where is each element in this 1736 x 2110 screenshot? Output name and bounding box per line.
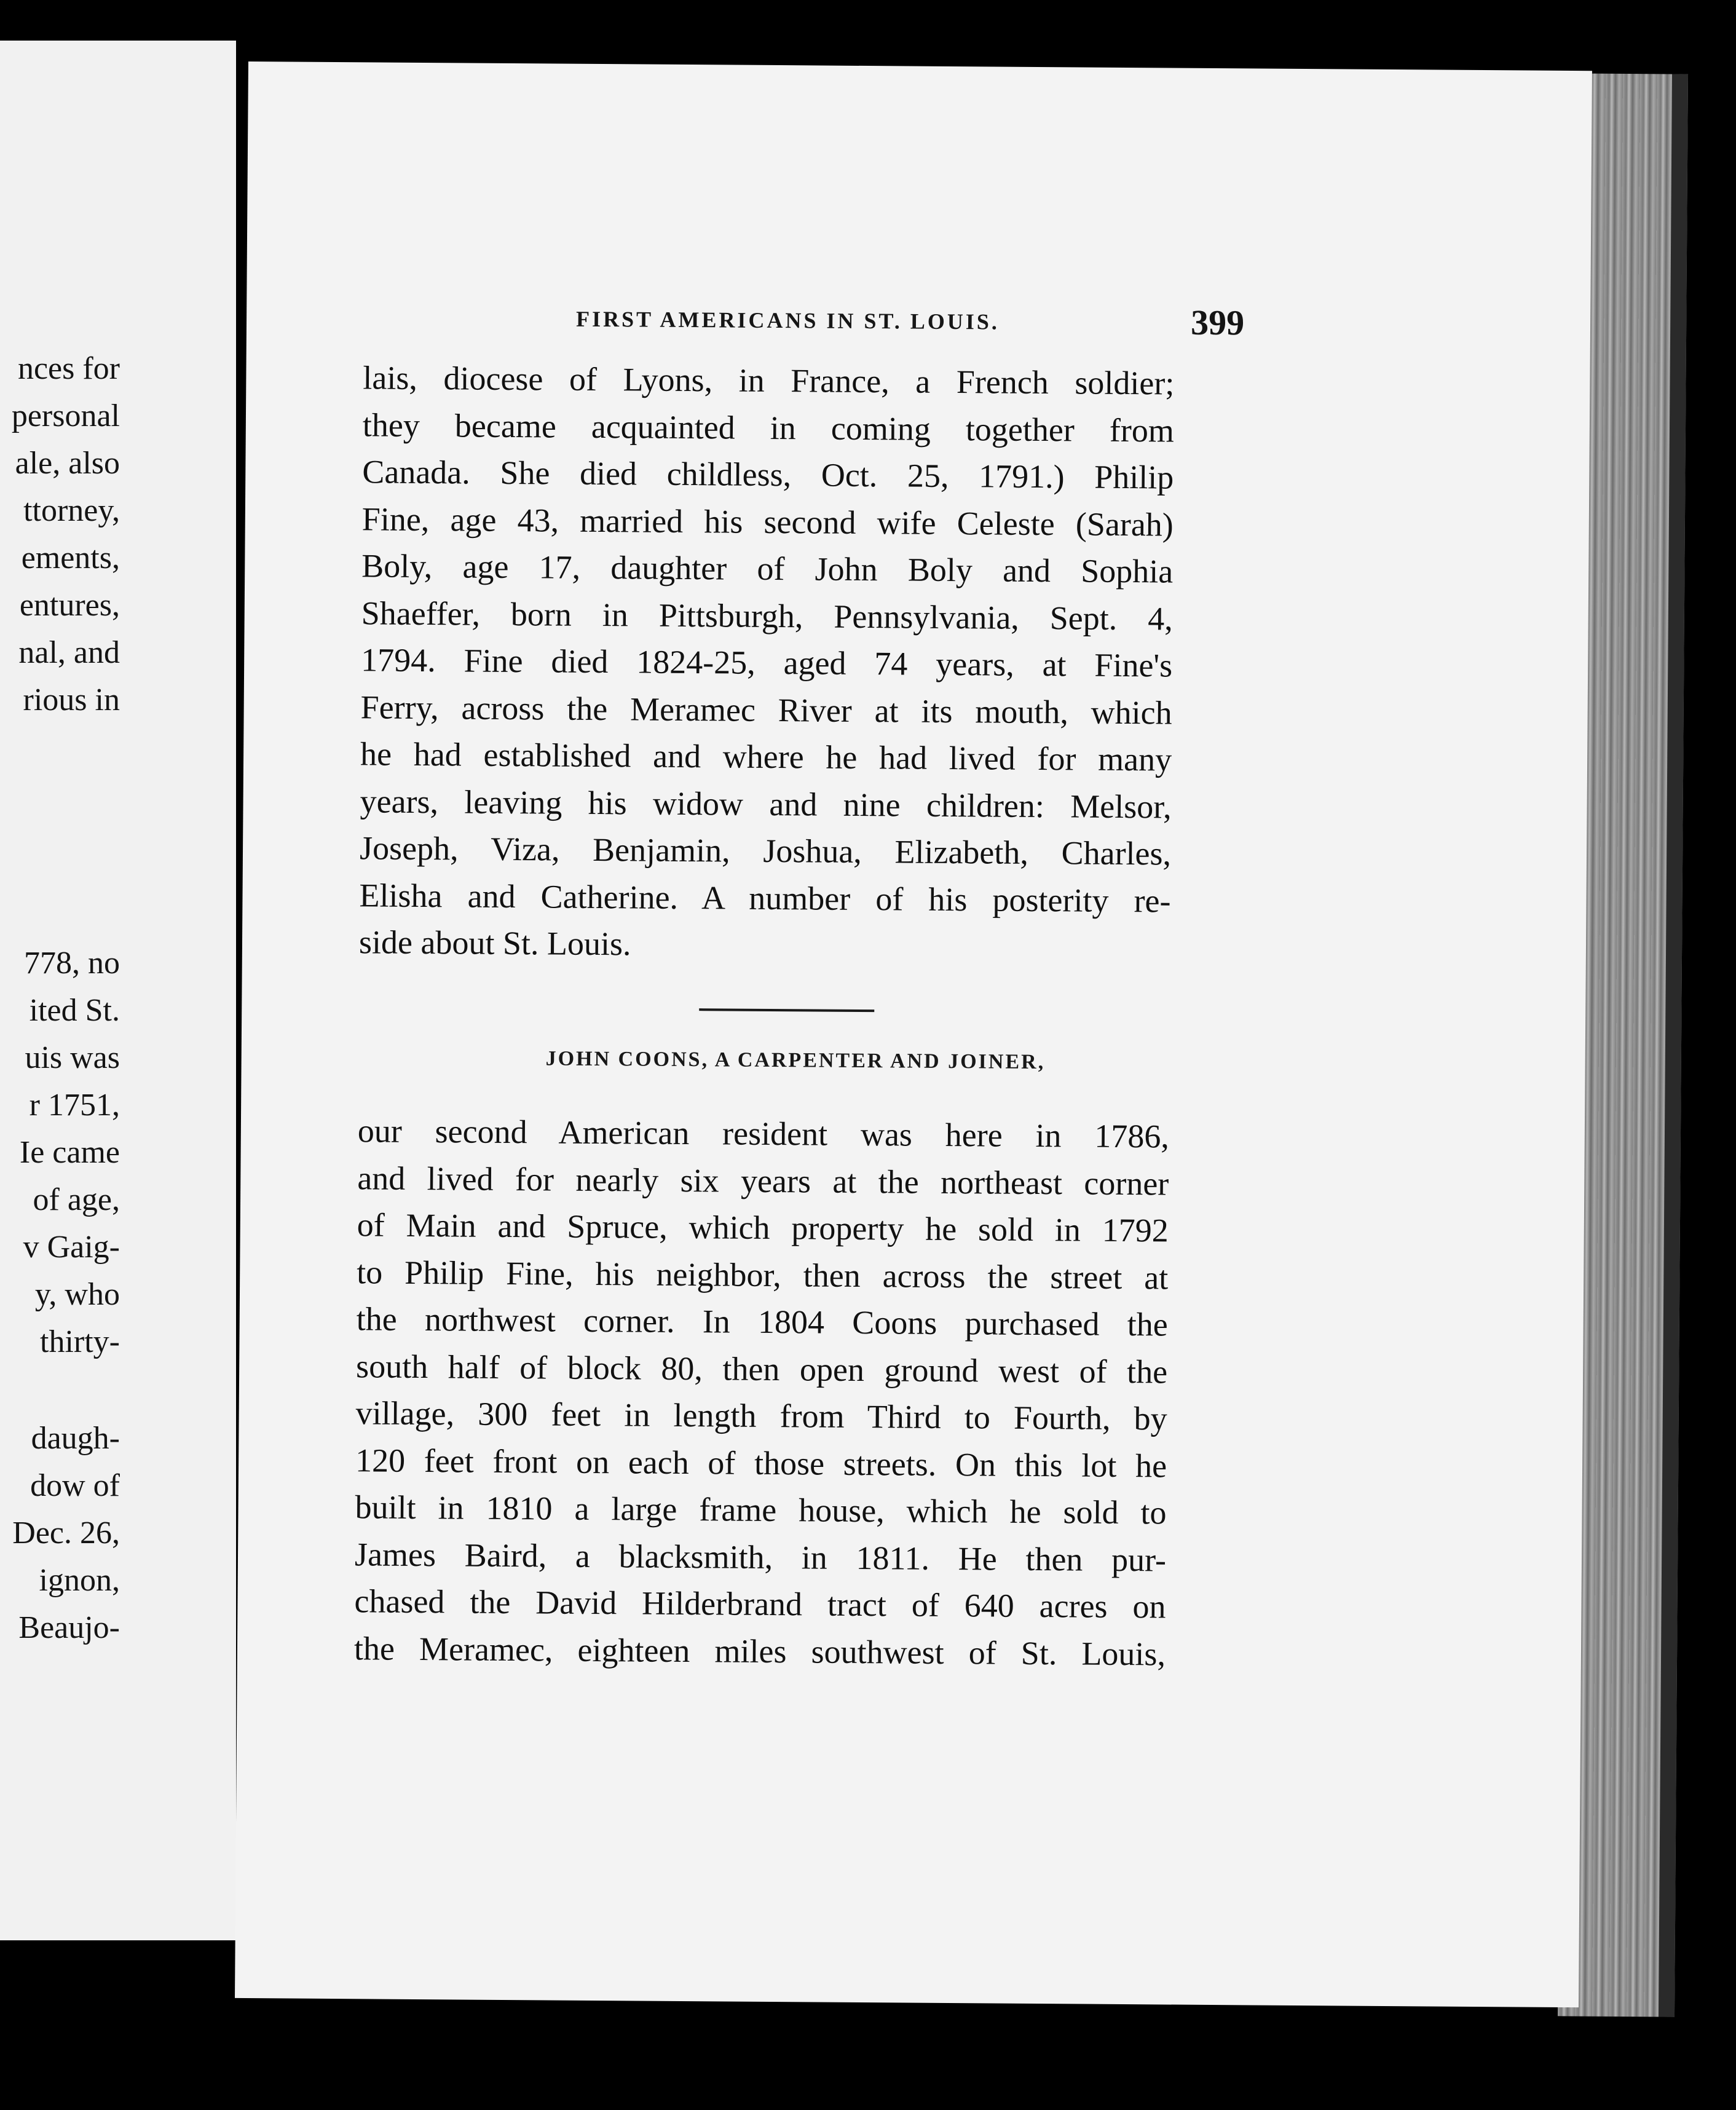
left-line-fragment: 778, no [24,946,120,981]
text-line: Shaeffer, born in Pittsburgh, Pennsylvania, Sept. 4, [361,594,1173,638]
left-page-text-fragments [0,41,120,1940]
text-line: the Meramec, eighteen miles southwest of St. Louis, [353,1629,1166,1672]
text-line: Boly, age 17, daughter of John Boly and Sophia [361,547,1174,590]
left-line-fragment: Dec. 26, [12,1515,120,1551]
left-line-fragment: v Gaig- [23,1230,120,1265]
left-line-fragment: entures, [19,588,120,623]
section-divider-rule [699,1008,874,1012]
text-line: the northwest corner. In 1804 Coons purchased the [356,1300,1168,1343]
left-line-fragment: of age, [33,1182,120,1217]
left-line-fragment: rious in [23,682,120,717]
running-title: FIRST AMERICANS IN ST. LOUIS. [575,306,1000,334]
text-line: James Baird, a blacksmith, in 1811. He then pur- [354,1535,1167,1578]
text-line: he had established and where he had lived for many [360,735,1172,778]
text-line: Fine, age 43, married his second wife Celeste (Sarah) [361,500,1174,543]
text-line: years, leaving his widow and nine children: Melsor, [360,782,1172,826]
text-line: village, 300 feet in length from Third to Fourth, by [355,1394,1167,1437]
left-line-fragment: ements, [21,540,120,575]
text-line: they became acquainted in coming together from [362,406,1175,449]
text-line: to Philip Fine, his neighbor, then across the street at [357,1253,1169,1296]
paragraph-2 [354,1107,1169,1677]
text-line: built in 1810 a large frame house, which he sold to [355,1488,1167,1531]
running-head [576,298,1437,353]
text-line: 1794. Fine died 1824-25, aged 74 years, at Fine's [361,641,1173,684]
left-facing-page [0,41,236,1940]
left-line-fragment: nces for [17,351,120,386]
paragraph-1 [359,354,1175,971]
left-line-fragment: ited St. [29,993,120,1028]
text-line: side about St. Louis. [358,923,631,963]
left-line-fragment: dow of [30,1468,120,1503]
left-line-fragment: thirty- [40,1324,120,1359]
left-line-fragment: uis was [25,1040,120,1075]
text-line: our second American resident was here in 1786, [357,1112,1170,1155]
left-line-fragment: y, who [34,1277,120,1312]
left-line-fragment: ttorney, [23,493,120,528]
left-line-fragment: ale, also [15,446,120,481]
page-number: 399 [1190,302,1245,343]
text-line: Ferry, across the Meramec River at its mouth, which [360,688,1172,732]
text-line: Elisha and Catherine. A number of his posterity re- [359,876,1171,920]
left-line-fragment: ignon, [39,1563,120,1598]
right-main-page [235,61,1592,2007]
left-line-fragment: nal, and [18,635,120,670]
text-line: and lived for nearly six years at the northeast corner [357,1159,1169,1202]
left-line-fragment: personal [11,398,120,433]
text-line: lais, diocese of Lyons, in France, a French soldier; [363,359,1175,402]
text-line: Canada. She died childless, Oct. 25, 1791.) Philip [362,453,1174,496]
text-line: Joseph, Viza, Benjamin, Joshua, Elizabeth, Charles, [359,829,1172,872]
left-line-fragment: daugh- [31,1421,120,1456]
left-line-fragment: Ie came [19,1135,120,1170]
text-line: of Main and Spruce, which property he sold in 1792 [357,1206,1169,1249]
text-line: south half of block 80, then open ground west of the [355,1347,1168,1390]
section-heading: JOHN COONS, A CARPENTER AND JOINER, [545,1047,1046,1074]
left-line-fragment: Beaujo- [18,1610,120,1645]
text-line: chased the David Hilderbrand tract of 640 acres on [354,1582,1166,1626]
left-line-fragment: r 1751, [29,1088,120,1123]
text-line: 120 feet front on each of those streets. On this lot he [355,1441,1167,1484]
